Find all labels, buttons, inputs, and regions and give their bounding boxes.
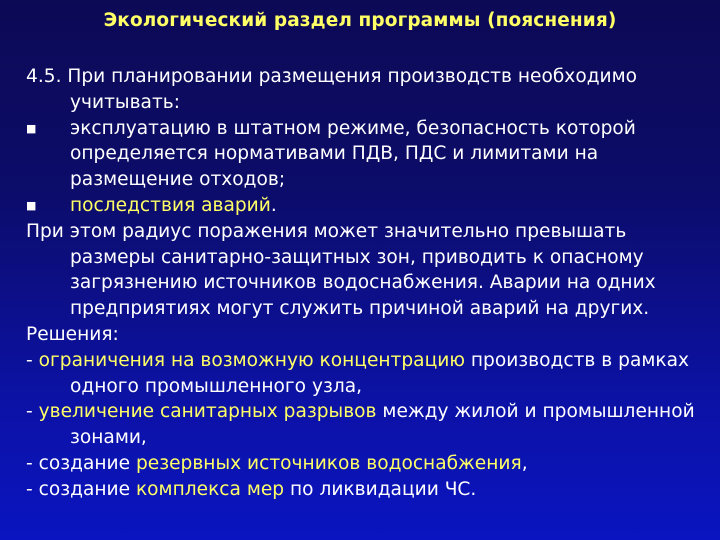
solution-prefix: - создание: [26, 452, 136, 474]
square-bullet-icon: ■: [26, 198, 37, 212]
solution-prefix: - создание: [26, 478, 136, 500]
solution-highlight: резервных источников водоснабжения: [135, 452, 522, 474]
solution-suffix: ,: [521, 452, 528, 474]
bullet-text-accidents-highlight: последствия аварий: [70, 194, 271, 216]
solution-prefix: -: [26, 401, 39, 423]
solution-suffix: по ликвидации ЧС.: [284, 478, 477, 500]
solution-prefix: -: [26, 349, 39, 371]
solution-item-concentration: [26, 348, 706, 400]
solution-item-reserve-water: [26, 451, 706, 477]
square-bullet-icon: ■: [26, 121, 37, 135]
slide-body: [26, 64, 706, 503]
paragraph-solutions-heading: Решения:: [26, 323, 119, 345]
solution-highlight: комплекса мер: [135, 478, 285, 500]
solution-item-sanitary-gaps: [26, 399, 706, 451]
solution-highlight: ограничения на возможную концентрацию: [38, 349, 465, 371]
solution-suffix: производств в рамках одного промышленного узла,: [70, 349, 690, 397]
solution-item-emergency-measures: [26, 477, 706, 503]
slide-title: Экологический раздел программы (пояснения): [103, 10, 617, 31]
bullet-item-accidents: [26, 193, 706, 219]
solution-highlight: увеличение санитарных разрывов: [38, 401, 377, 423]
bullet-item-operation: [26, 116, 706, 193]
bullet-text-operation: эксплуатацию в штатном режиме, безопасность которой определяется нормативами ПДВ, ПДС и лимитами на размещение отходов;: [70, 117, 636, 191]
paragraph-intro: 4.5. При планировании размещения производств необходимо учитывать:: [26, 66, 638, 113]
paragraph-radius: При этом радиус поражения может значительно превышать размеры санитарно-защитных зон, приводить к опасному загрязнению источников водоснабжения. Аварии на одних предприятиях могут служить причиной аварий на других.: [26, 220, 656, 320]
bullet-text-accidents-rest: .: [270, 194, 277, 216]
solution-suffix: между жилой и промышленной зонами,: [70, 401, 695, 449]
